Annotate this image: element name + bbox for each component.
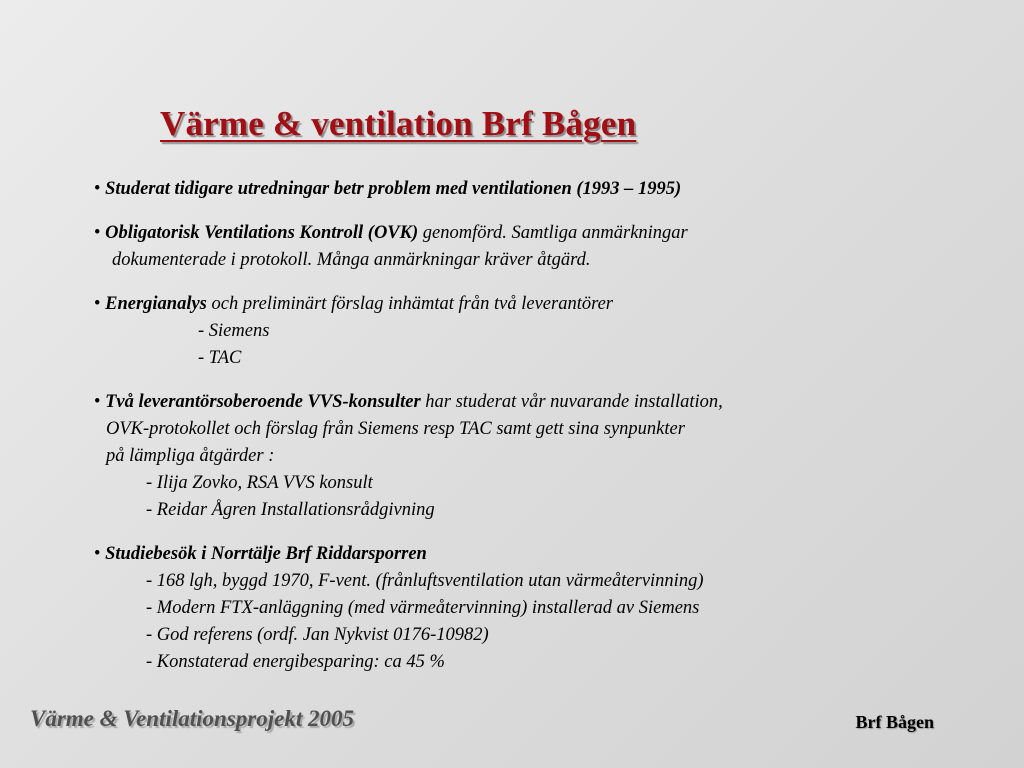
bullet-marker: •: [94, 294, 101, 314]
footer-project-title: Värme & Ventilationsprojekt 2005: [30, 706, 354, 731]
bullet-continuation: dokumenterade i protokoll. Många anmärkningar kräver åtgärd.: [112, 250, 591, 270]
sub-item: - Modern FTX-anläggning (med värmeåtervinning) installerad av Siemens: [146, 598, 700, 618]
bullet-item: [94, 541, 894, 676]
bullet-text: genomförd. Samtliga anmärkningar: [418, 223, 688, 243]
sub-item: - Siemens: [198, 321, 270, 341]
sub-item: - 168 lgh, byggd 1970, F-vent. (frånluftsventilation utan värmeåtervinning): [146, 571, 704, 591]
bullet-text: har studerat vår nuvarande installation,: [420, 392, 723, 412]
bullet-lead: Två leverantörsoberoende VVS-konsulter: [105, 392, 421, 412]
bullet-lead: Obligatorisk Ventilations Kontroll (OVK): [105, 223, 419, 243]
slide-body: [94, 176, 894, 693]
bullet-marker: •: [94, 179, 101, 199]
bullet-item: [94, 291, 894, 372]
bullet-marker: •: [94, 392, 101, 412]
sub-item: - TAC: [198, 348, 242, 368]
bullet-marker: •: [94, 223, 101, 243]
sub-item: - Ilija Zovko, RSA VVS konsult: [146, 473, 373, 493]
bullet-item: [94, 220, 894, 274]
bullet-lead: Studiebesök i Norrtälje Brf Riddarsporren: [105, 544, 427, 564]
sub-item: - Reidar Ågren Installationsrådgivning: [146, 500, 435, 520]
bullet-lead: Energianalys: [105, 294, 207, 314]
bullet-lead: Studerat tidigare utredningar betr problem med ventilationen (1993 – 1995): [105, 179, 682, 199]
bullet-text: och preliminärt förslag inhämtat från två leverantörer: [206, 294, 614, 314]
bullet-item: [94, 389, 894, 524]
sub-item: - God referens (ordf. Jan Nykvist 0176-10982): [146, 625, 489, 645]
bullet-continuation: OVK-protokollet och förslag från Siemens resp TAC samt gett sina synpunkter: [106, 419, 685, 439]
sub-item: - Konstaterad energibesparing: ca 45 %: [146, 652, 445, 672]
bullet-item: [94, 176, 894, 203]
footer-organization: Brf Bågen: [855, 712, 934, 732]
slide-title: Värme & ventilation Brf Bågen: [160, 104, 637, 143]
bullet-marker: •: [94, 544, 101, 564]
bullet-continuation: på lämpliga åtgärder :: [106, 446, 275, 466]
